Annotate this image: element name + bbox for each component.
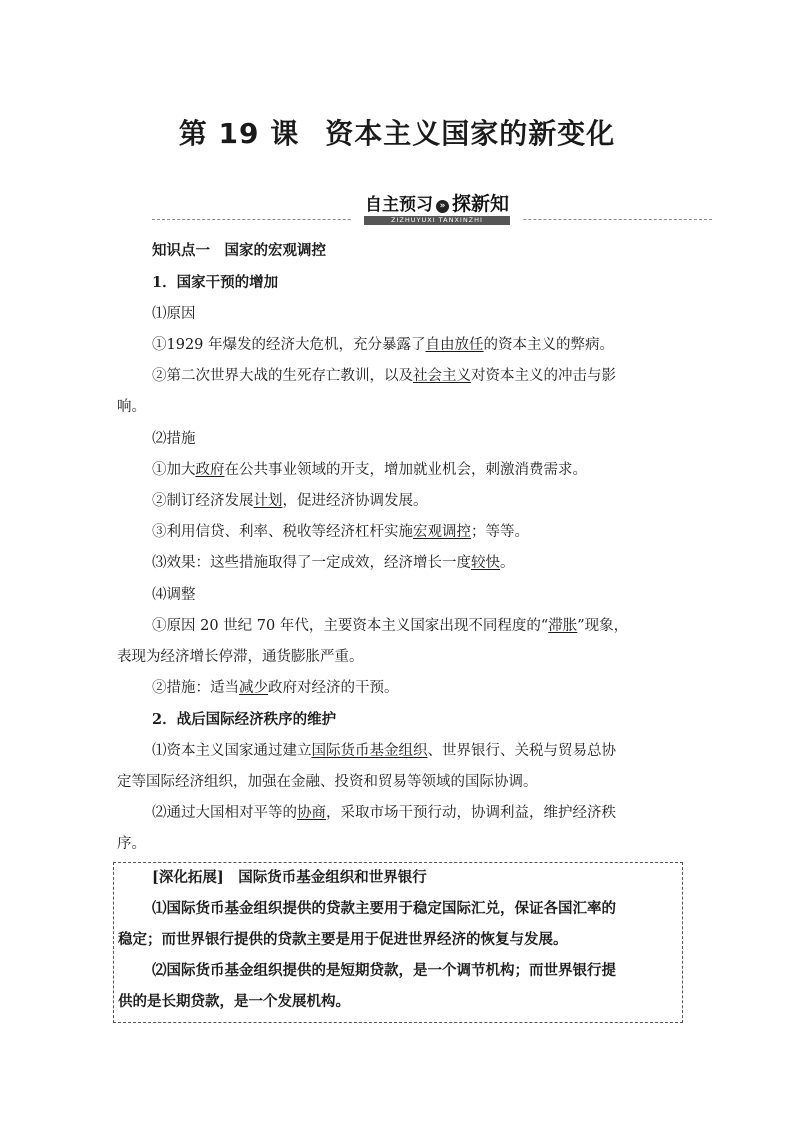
measure-item-2: ②制订经济发展计划，促进经济协调发展。 bbox=[152, 493, 428, 509]
preview-banner bbox=[352, 193, 522, 225]
keyword-underlined: 协商 bbox=[297, 805, 326, 821]
subheading-intervention: 1．国家干预的增加 bbox=[152, 274, 279, 291]
keyword-underlined: 宏观调控 bbox=[413, 524, 471, 540]
extension-line-3: ⑵国际货币基金组织提供的是短期贷款，是一个调节机构；而世界银行提 bbox=[152, 962, 616, 979]
page-title bbox=[0, 112, 794, 152]
subheading-order: 2．战后国际经济秩序的维护 bbox=[152, 711, 337, 728]
lesson-number: 第 19 课 bbox=[178, 117, 300, 150]
adjust-item-1-cont: 表现为经济增长停滞，通货膨胀严重。 bbox=[117, 649, 364, 665]
order-item-2: ⑵通过大国相对平等的协商，采取市场干预行动，协调利益，维护经济秩 bbox=[152, 805, 616, 821]
adjust-item-2: ②措施：适当减少政府对经济的干预。 bbox=[152, 680, 399, 696]
keyword-underlined: 国际货币基金组织 bbox=[311, 743, 428, 759]
extension-box bbox=[113, 862, 683, 1023]
order-item-1-cont: 定等国际经济组织，加强在金融、投资和贸易等领域的国际协调。 bbox=[117, 774, 538, 790]
banner-title: 探新知 bbox=[451, 193, 509, 215]
reason-item-2-cont: 响。 bbox=[117, 399, 146, 415]
reason-label: ⑴原因 bbox=[152, 306, 196, 322]
keyword-underlined: 自由放任 bbox=[425, 337, 484, 353]
reason-item-1: ①1929 年爆发的经济大危机，充分暴露了自由放任的资本主义的弊病。 bbox=[152, 337, 615, 353]
adjust-item-1: ①原因 20 世纪 70 年代，主要资本主义国家出现不同程度的“滞胀”现象， bbox=[152, 618, 629, 634]
keyword-underlined: 滞胀 bbox=[548, 618, 578, 634]
effect-item: ⑶效果：这些措施取得了一定成效，经济增长一度较快。 bbox=[152, 555, 515, 571]
keyword-underlined: 减少 bbox=[239, 680, 268, 696]
extension-line-2: 稳定；而世界银行提供的贷款主要是用于促进世界经济的恢复与发展。 bbox=[118, 931, 568, 948]
keyword-underlined: 较快 bbox=[471, 555, 500, 571]
order-item-1: ⑴资本主义国家通过建立国际货币基金组织、世界银行、关税与贸易总协 bbox=[152, 743, 616, 759]
banner-label: 自主预习 bbox=[364, 195, 433, 215]
extension-heading: [深化拓展] 国际货币基金组织和世界银行 bbox=[152, 869, 427, 886]
order-item-2-cont: 序。 bbox=[117, 836, 146, 852]
measure-item-3: ③利用信贷、利率、税收等经济杠杆实施宏观调控；等等。 bbox=[152, 524, 529, 540]
keyword-underlined: 计划 bbox=[253, 493, 283, 509]
reason-item-2: ②第二次世界大战的生死存亡教训，以及社会主义对资本主义的冲击与影 bbox=[152, 368, 616, 384]
keyword-underlined: 政府 bbox=[195, 462, 225, 478]
section-heading: 知识点一 国家的宏观调控 bbox=[152, 242, 326, 259]
adjust-label: ⑷调整 bbox=[152, 587, 196, 603]
double-arrow-icon: » bbox=[436, 200, 449, 213]
extension-line-1: ⑴国际货币基金组织提供的贷款主要用于稳定国际汇兑，保证各国汇率的 bbox=[152, 900, 616, 917]
measures-label: ⑵措施 bbox=[152, 431, 196, 447]
extension-line-4: 供的是长期贷款，是一个发展机构。 bbox=[118, 993, 350, 1010]
keyword-underlined: 社会主义 bbox=[413, 368, 471, 384]
measure-item-1: ①加大政府在公共事业领域的开支，增加就业机会，刺激消费需求。 bbox=[152, 462, 587, 478]
banner-pinyin: ZIZHUYUXI TANXINZHI bbox=[364, 216, 510, 225]
lesson-name: 资本主义国家的新变化 bbox=[325, 117, 616, 150]
